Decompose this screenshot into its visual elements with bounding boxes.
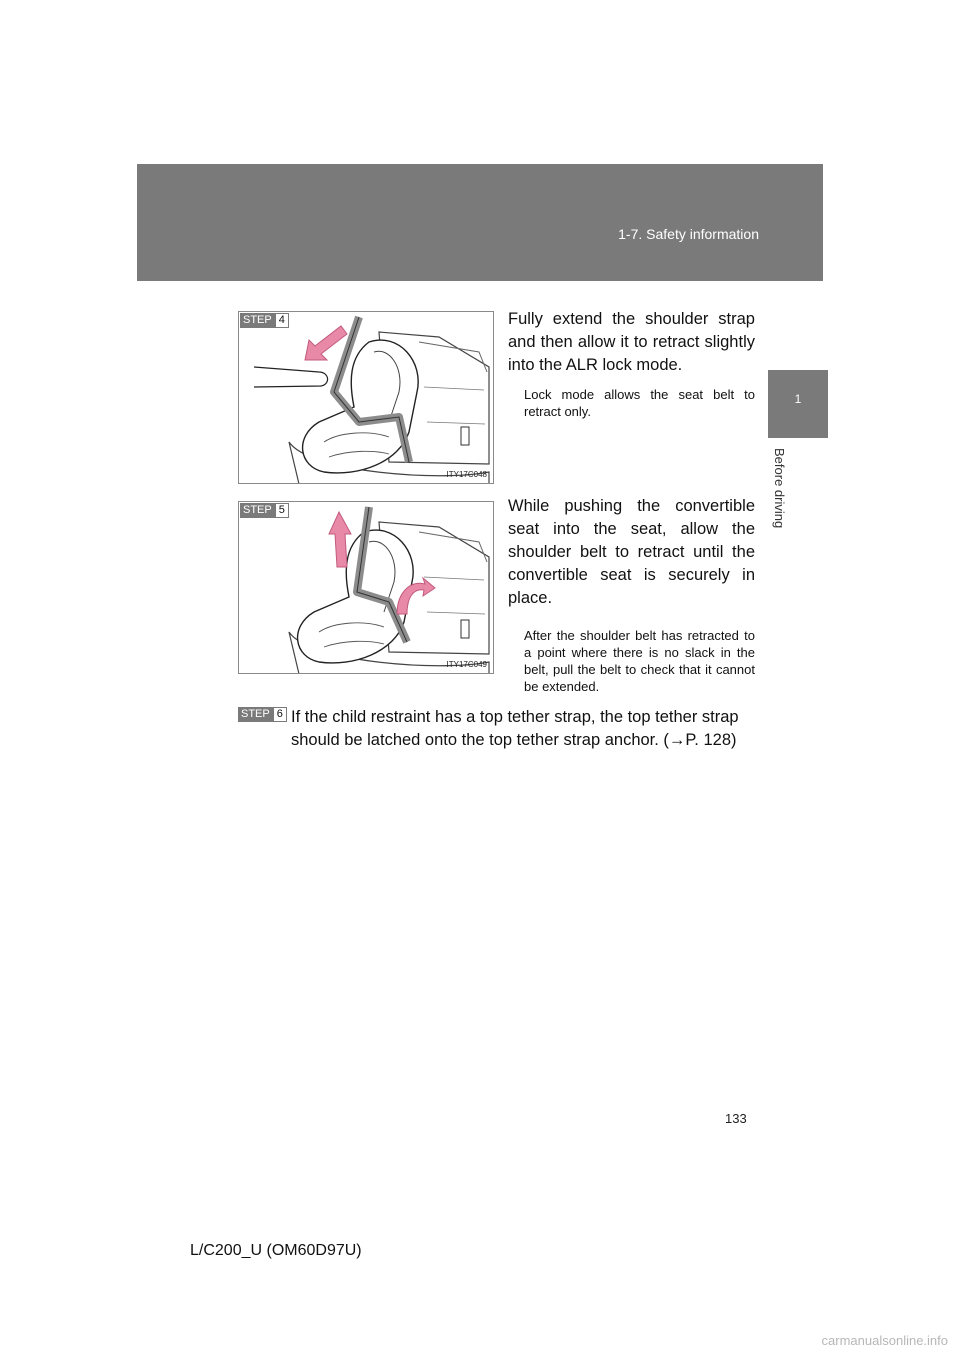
step-5-text: While pushing the convertible seat into the seat, allow the shoulder belt to retract until the convertible seat is securely in place. — [508, 497, 755, 607]
watermark: carmanualsonline.info — [821, 1333, 948, 1348]
step-4-note: Lock mode allows the seat belt to retract only. — [524, 387, 755, 419]
step-number: 5 — [275, 503, 289, 518]
figure-code: ITY17C049 — [446, 660, 487, 669]
chapter-label — [770, 448, 790, 568]
step-label: STEP — [240, 503, 275, 518]
step-4-tag — [240, 313, 289, 328]
seat-illustration-1 — [239, 312, 494, 484]
chapter-tab[interactable] — [768, 370, 828, 438]
step-6-line-1: If the child restraint has a top tether strap, the top tether strap — [291, 708, 739, 726]
step-6-tag — [238, 707, 287, 722]
section-title: 1-7. Safety information — [618, 226, 759, 242]
step-5-tag — [240, 503, 289, 518]
chapter-label-text: Before driving — [772, 448, 787, 529]
page-number: 133 — [725, 1111, 747, 1126]
figure-code: ITY17C048 — [446, 470, 487, 479]
chapter-number: 1 — [794, 392, 802, 406]
step-6 — [238, 706, 758, 752]
step-5-illustration — [238, 501, 494, 674]
step-4-illustration — [238, 311, 494, 484]
step-number: 4 — [275, 313, 289, 328]
step-label: STEP — [238, 707, 273, 722]
step-4-text: Fully extend the shoulder strap and then allow it to retract slightly into the ALR lock mode. — [508, 310, 755, 374]
step-5-note: After the shoulder belt has retracted to a point where there is no slack in the belt, pull the belt to check that it cannot be extended. — [524, 628, 755, 694]
step-6-line-2: should be latched onto the top tether strap anchor. (→P. 128) — [291, 731, 737, 749]
document-code: L/C200_U (OM60D97U) — [190, 1242, 362, 1259]
step-number: 6 — [273, 707, 287, 722]
step-6-text — [238, 706, 758, 752]
step-label: STEP — [240, 313, 275, 328]
seat-illustration-2 — [239, 502, 494, 674]
header-band — [137, 164, 823, 281]
